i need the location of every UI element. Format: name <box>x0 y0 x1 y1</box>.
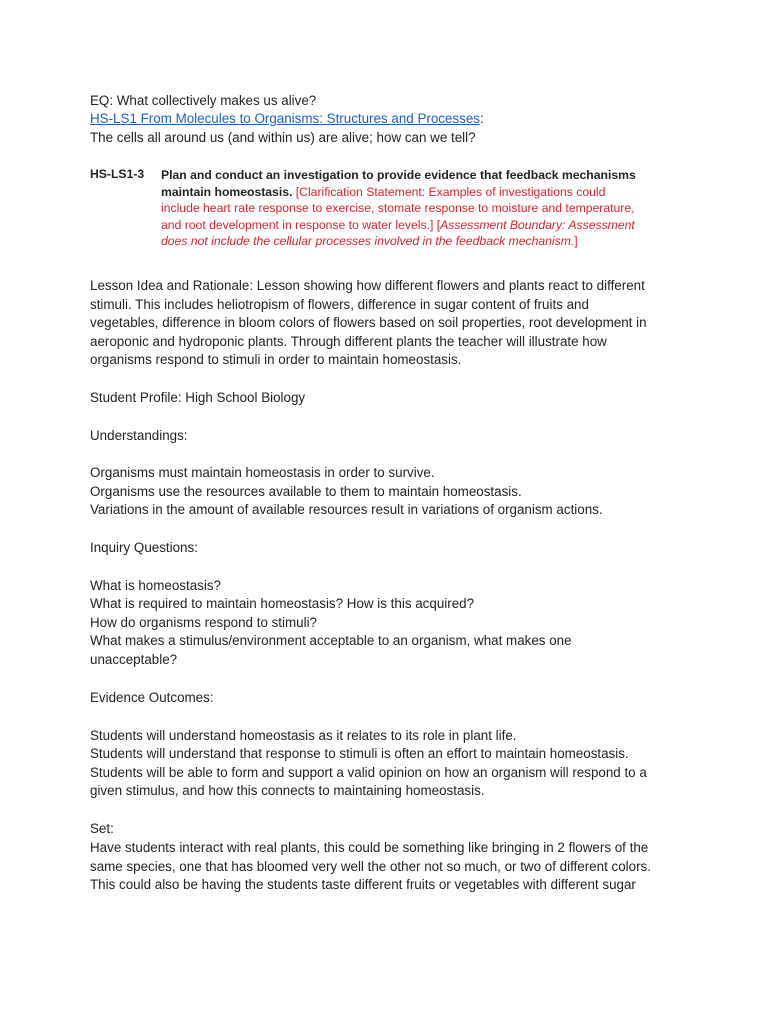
evidence-item: Students will understand that response to stimuli is often an effort to maintain homeostasis. <box>90 746 629 761</box>
lesson-idea-line: vegetables, difference in bloom colors of flowers based on soil properties, root development in <box>90 315 647 330</box>
assessment-boundary-start: Assessment Boundary: Assessment <box>440 217 635 232</box>
assessment-bracket: ] <box>574 234 578 249</box>
inquiry-item: unacceptable? <box>90 652 178 667</box>
understanding-item: Organisms must maintain homeostasis in order to survive. <box>90 465 435 480</box>
standard-line-5 <box>161 233 661 250</box>
evidence-item: Students will be able to form and support a valid opinion on how an organism will respond to a <box>90 765 647 780</box>
standard-line-4 <box>161 217 661 234</box>
standard-code: HS-LS1-3 <box>90 167 145 181</box>
standard-line-3: include heart rate response to exercise, stomate response to moisture and temperature, <box>161 201 635 216</box>
inquiry-item: What makes a stimulus/environment acceptable to an organism, what makes one <box>90 633 572 648</box>
standard-link-line <box>90 110 484 129</box>
lesson-idea-line: organisms respond to stimuli in order to maintain homeostasis. <box>90 352 462 367</box>
set-line: same species, one that has bloomed very well the other not so much, or two of different colors. <box>90 859 651 874</box>
understandings-heading: Understandings: <box>90 428 188 443</box>
lesson-idea-line: Lesson Idea and Rationale: Lesson showing how different flowers and plants react to different <box>90 278 645 293</box>
clarification-end: and root development in response to water levels.] [ <box>161 217 441 232</box>
set-line: Have students interact with real plants, this could be something like bringing in 2 flowers of the <box>90 840 649 855</box>
evidence-heading: Evidence Outcomes: <box>90 690 214 705</box>
standard-description <box>161 167 661 250</box>
understanding-item: Organisms use the resources available to them to maintain homeostasis. <box>90 484 522 499</box>
inquiry-item: How do organisms respond to stimuli? <box>90 615 318 630</box>
lesson-idea-line: aeroponic and hydroponic plants. Through different plants the teacher will illustrate how <box>90 334 607 349</box>
set-line: This could also be having the students taste different fruits or vegetables with different sugar <box>90 877 636 892</box>
clarification-start: [Clarification Statement: Examples of investigations could <box>292 184 606 199</box>
student-profile: Student Profile: High School Biology <box>90 390 306 405</box>
standard-link[interactable]: HS-LS1 From Molecules to Organisms: Structures and Processes <box>90 111 480 126</box>
inquiry-item: What is required to maintain homeostasis? How is this acquired? <box>90 596 475 611</box>
evidence-item: given stimulus, and how this connects to maintaining homeostasis. <box>90 783 485 798</box>
set-heading: Set: <box>90 821 114 836</box>
understanding-item: Variations in the amount of available resources result in variations of organism actions. <box>90 502 603 517</box>
inquiry-item: What is homeostasis? <box>90 578 221 593</box>
evidence-item: Students will understand homeostasis as it relates to its role in plant life. <box>90 728 517 743</box>
standard-link-suffix: : <box>479 111 484 126</box>
cells-line: The cells all around us (and within us) are alive; how can we tell? <box>90 130 476 145</box>
assessment-boundary-end: does not include the cellular processes involved in the feedback mechanism. <box>161 234 575 249</box>
inquiry-heading: Inquiry Questions: <box>90 540 198 555</box>
essential-question: EQ: What collectively makes us alive? <box>90 93 317 108</box>
lesson-idea-line: stimuli. This includes heliotropism of flowers, difference in sugar content of fruits and <box>90 297 589 312</box>
standard-line-1: Plan and conduct an investigation to provide evidence that feedback mechanisms <box>161 168 636 182</box>
standard-line-2 <box>161 184 661 201</box>
standard-line-2-bold: maintain homeostasis. <box>161 184 293 199</box>
